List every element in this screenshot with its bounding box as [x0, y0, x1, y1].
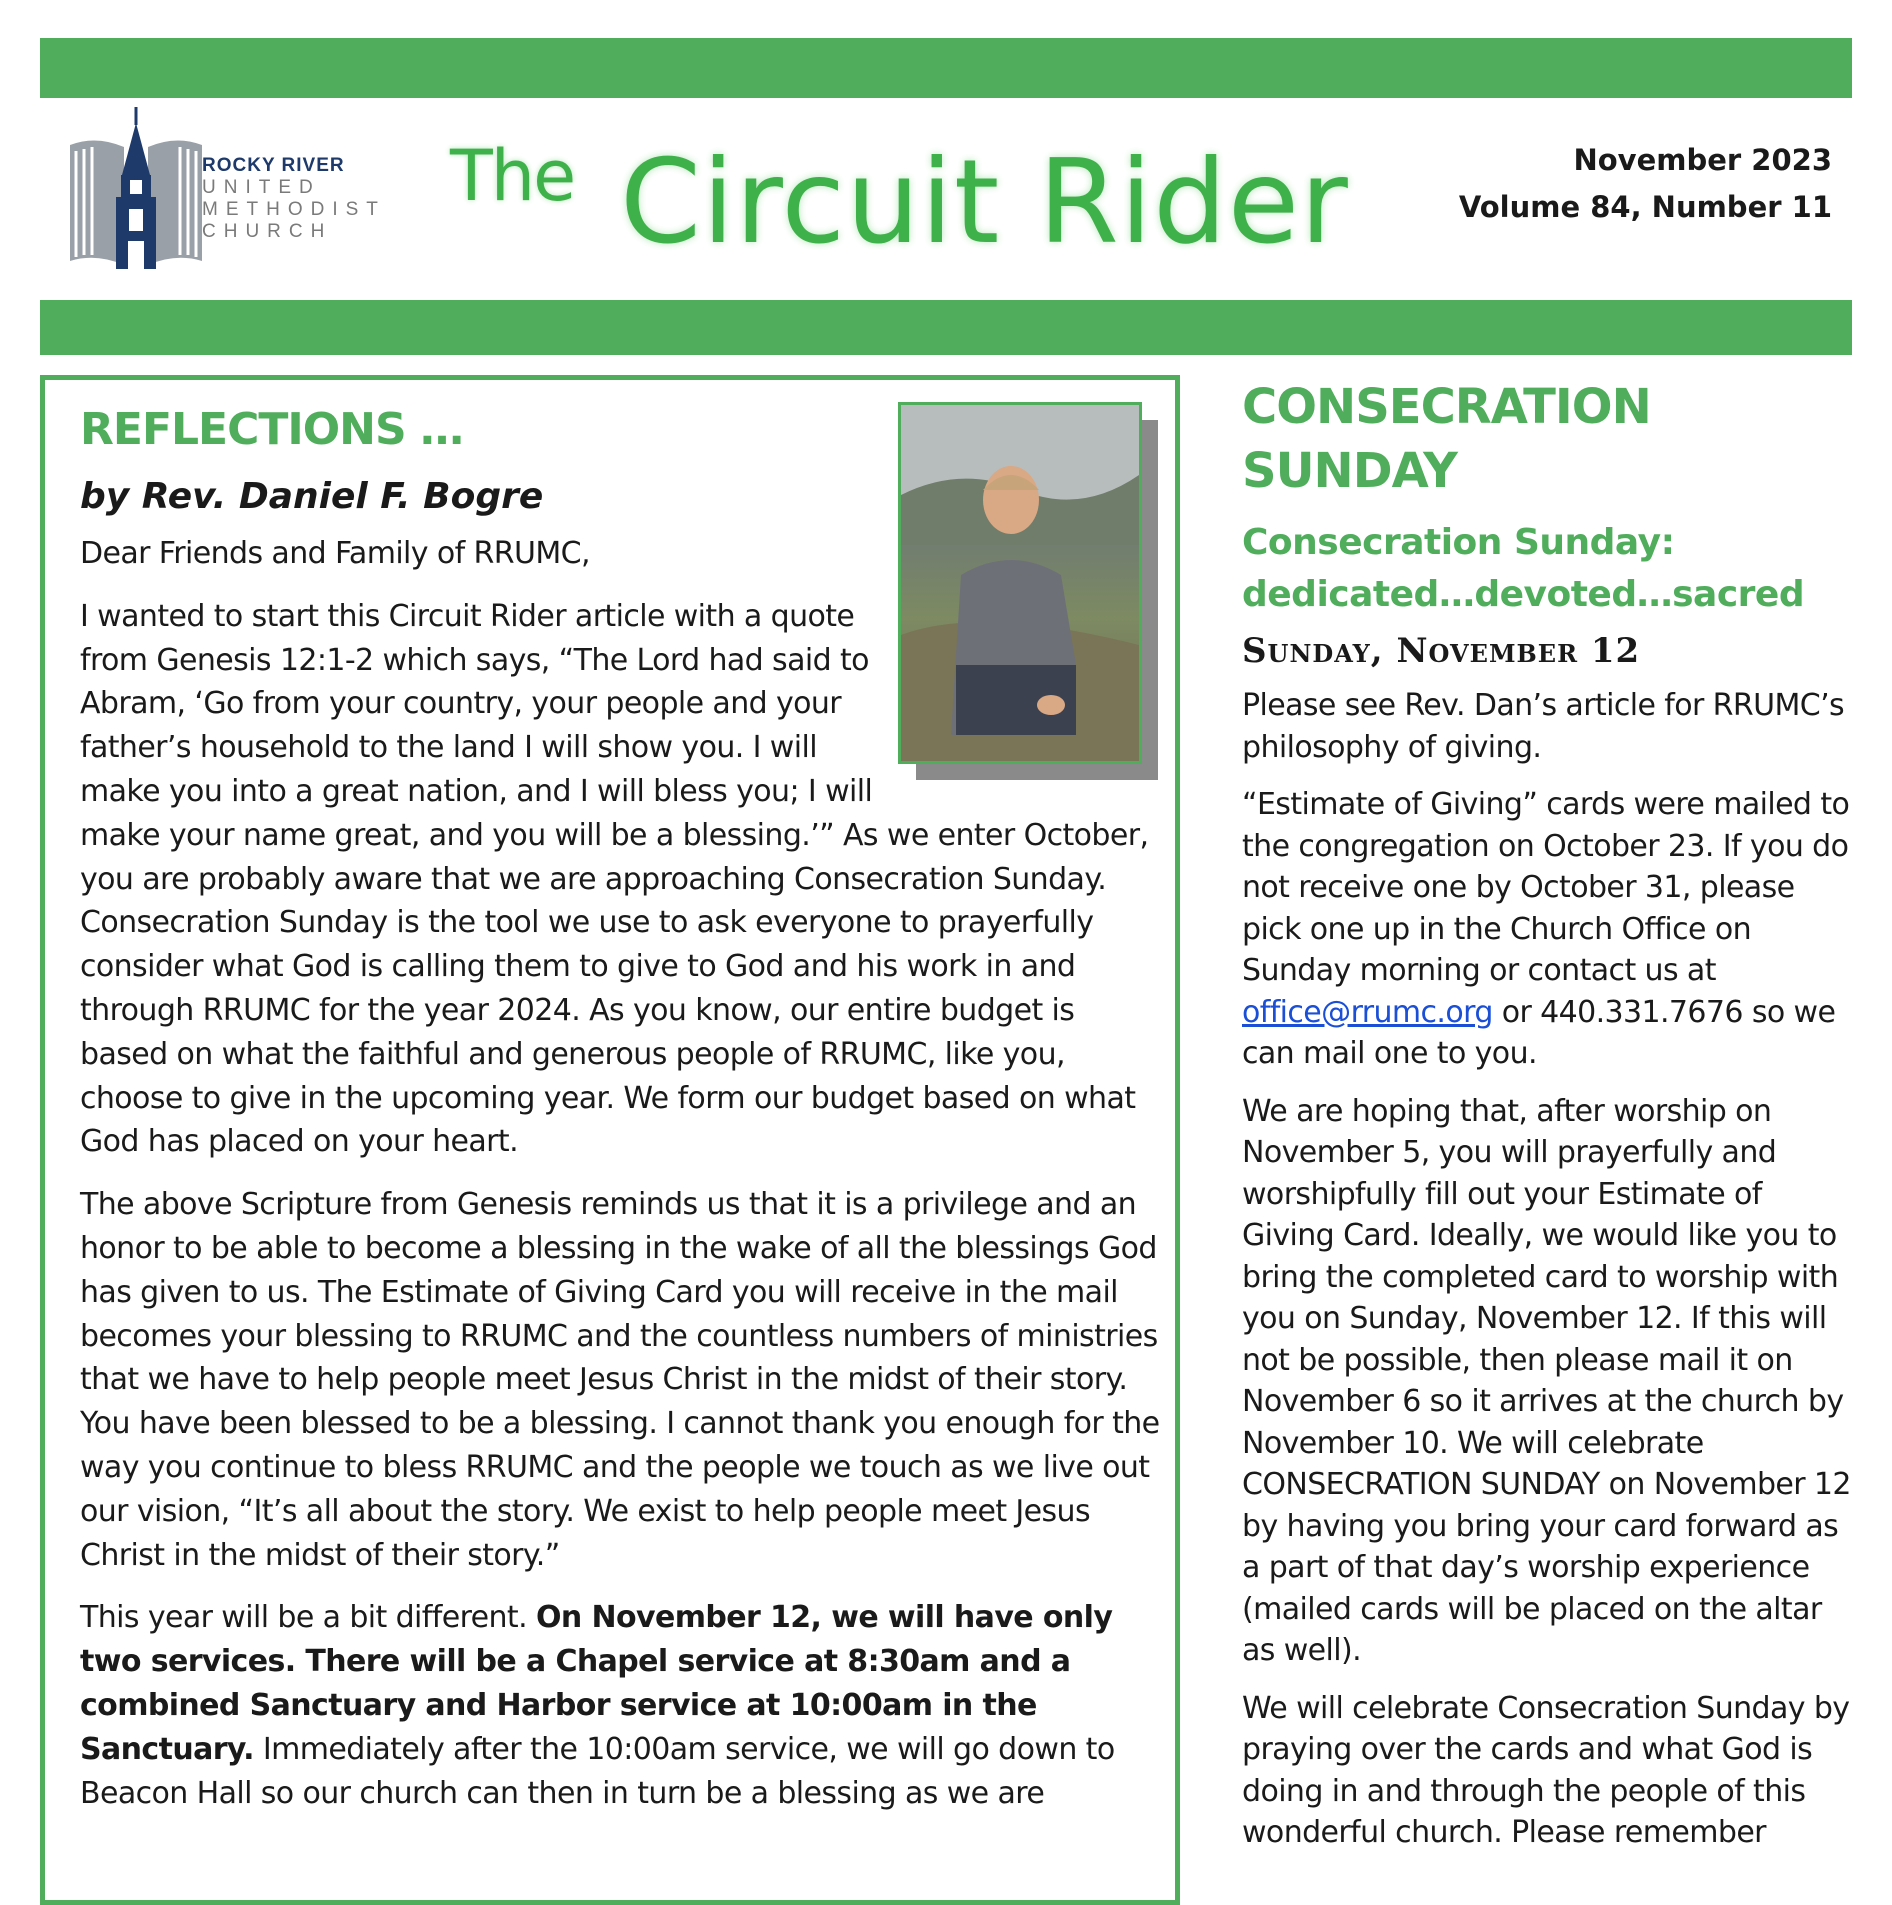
church-steeple-icon: [66, 105, 206, 270]
top-banner-bar: [40, 38, 1852, 98]
issue-volume: Volume 84, Number 11: [1458, 190, 1832, 224]
pastor-portrait-icon: [901, 405, 1139, 761]
logo-line-2: UNITED: [202, 177, 321, 198]
paragraph-4-intro: This year will be a bit different.: [80, 1600, 536, 1636]
title-the: The: [450, 135, 575, 217]
consecration-body: [1242, 685, 1862, 1854]
consecration-paragraph-3: We are hoping that, after worship on November 5, you will prayerfully and worshipfully fill out your Estimate of Giving Card. Ideally, we would like you to bring the completed card to worship with you on Sunday, November 12. If this will not be possible, then please mail it on November 6 so it arrives at the church by November 10. We will celebrate CONSECRATION SUNDAY on November 12 by having you bring your card forward as a part of that day’s worship experience (mailed cards will be placed on the altar as well).: [1242, 1093, 1851, 1668]
logo-line-3: METHODIST: [202, 199, 386, 220]
logo-wordmark: [202, 155, 386, 243]
reflections-body: [80, 532, 1160, 1815]
paragraph-4-rest: Immediately after the 10:00am service, we will go down to Beacon Hall so our church can then in turn be a blessing as we are: [80, 1731, 1115, 1811]
issue-info: [1412, 137, 1832, 231]
consecration-paragraph-1: Please see Rev. Dan’s article for RRUMC’s philosophy of giving.: [1242, 688, 1845, 765]
consecration-heading: CONSECRATION SUNDAY: [1242, 379, 1651, 499]
reflections-paragraph-3: The above Scripture from Genesis reminds us that it is a privilege and an honor to be able to become a blessing in the wake of all the blessings God has given to us. The Estimate of Giving Card you will receive in the mail becomes your blessing to RRUMC and the countless numbers of ministries that we have to help people meet Jesus Christ in the midst of their story. You have been blessed to be a blessing. I cannot thank you enough for the way you continue to bless RRUMC and the people we touch as we live out our vision, “It’s all about the story. We exist to help people meet Jesus Christ in the midst of their story.”: [80, 1187, 1160, 1573]
title-circuit-rider: Circuit Rider: [620, 135, 1349, 270]
paragraph-4-bold: On November 12, we will have only two services. There will be a Chapel service at 8:30am and a combined Sanctuary and Harbor service at 10:00am in the Sanctuary.: [80, 1600, 1113, 1767]
paragraph-2-after: or 440.331.7676 so we can mail one to you.: [1242, 994, 1836, 1071]
reflections-paragraph-4: [80, 1596, 1160, 1815]
paragraph-2-before: “Estimate of Giving” cards were mailed to the congregation on October 23. If you do not receive one by October 31, please pick one up in the Church Office on Sunday morning or contact us at: [1242, 787, 1850, 988]
article-byline: by Rev. Daniel F. Bogre: [80, 476, 544, 517]
author-photo: [898, 402, 1142, 764]
reflections-paragraph-2: I wanted to start this Circuit Rider article with a quote from Genesis 12:1-2 which says, “The Lord had said to Abram, ‘Go from your country, your people and your father’s household to the land I will show you. I will make you into a great nation, and I will bless you; I will make your name great, and you will be a blessing.’” As we enter October, you are probably aware that we are approaching Consecration Sunday. Consecration Sunday is the tool we use to ask everyone to prayerfully consider what God is calling them to give to God and his work in and through RRUMC for the year 2024. As you know, our entire budget is based on what the faithful and generous people of RRUMC, like you, choose to give in the upcoming year. We form our budget based on what God has placed on your heart.: [80, 598, 1149, 1160]
reflections-heading: REFLECTIONS …: [80, 404, 463, 455]
consecration-date: Sunday, November 12: [1242, 631, 1641, 671]
reflections-article: [40, 375, 1180, 1905]
consecration-paragraph-2: [1242, 784, 1862, 1075]
issue-date: November 2023: [1573, 143, 1832, 177]
reflections-paragraph-1: Dear Friends and Family of RRUMC,: [80, 536, 590, 571]
divider-banner-bar: [40, 300, 1852, 355]
author-photo-frame: [898, 402, 1160, 782]
logo-line-1: ROCKY RIVER: [202, 155, 345, 176]
consecration-article: [1242, 375, 1862, 1870]
consecration-paragraph-4: We will celebrate Consecration Sunday by praying over the cards and what God is doing in and through the people of this wonderful church. Please remember: [1242, 1690, 1850, 1850]
office-email-link[interactable]: office@rrumc.org: [1242, 994, 1493, 1030]
consecration-subheading: Consecration Sunday: dedicated…devoted…sacred: [1242, 522, 1805, 615]
church-logo: [66, 105, 386, 270]
logo-line-4: CHURCH: [202, 221, 333, 242]
